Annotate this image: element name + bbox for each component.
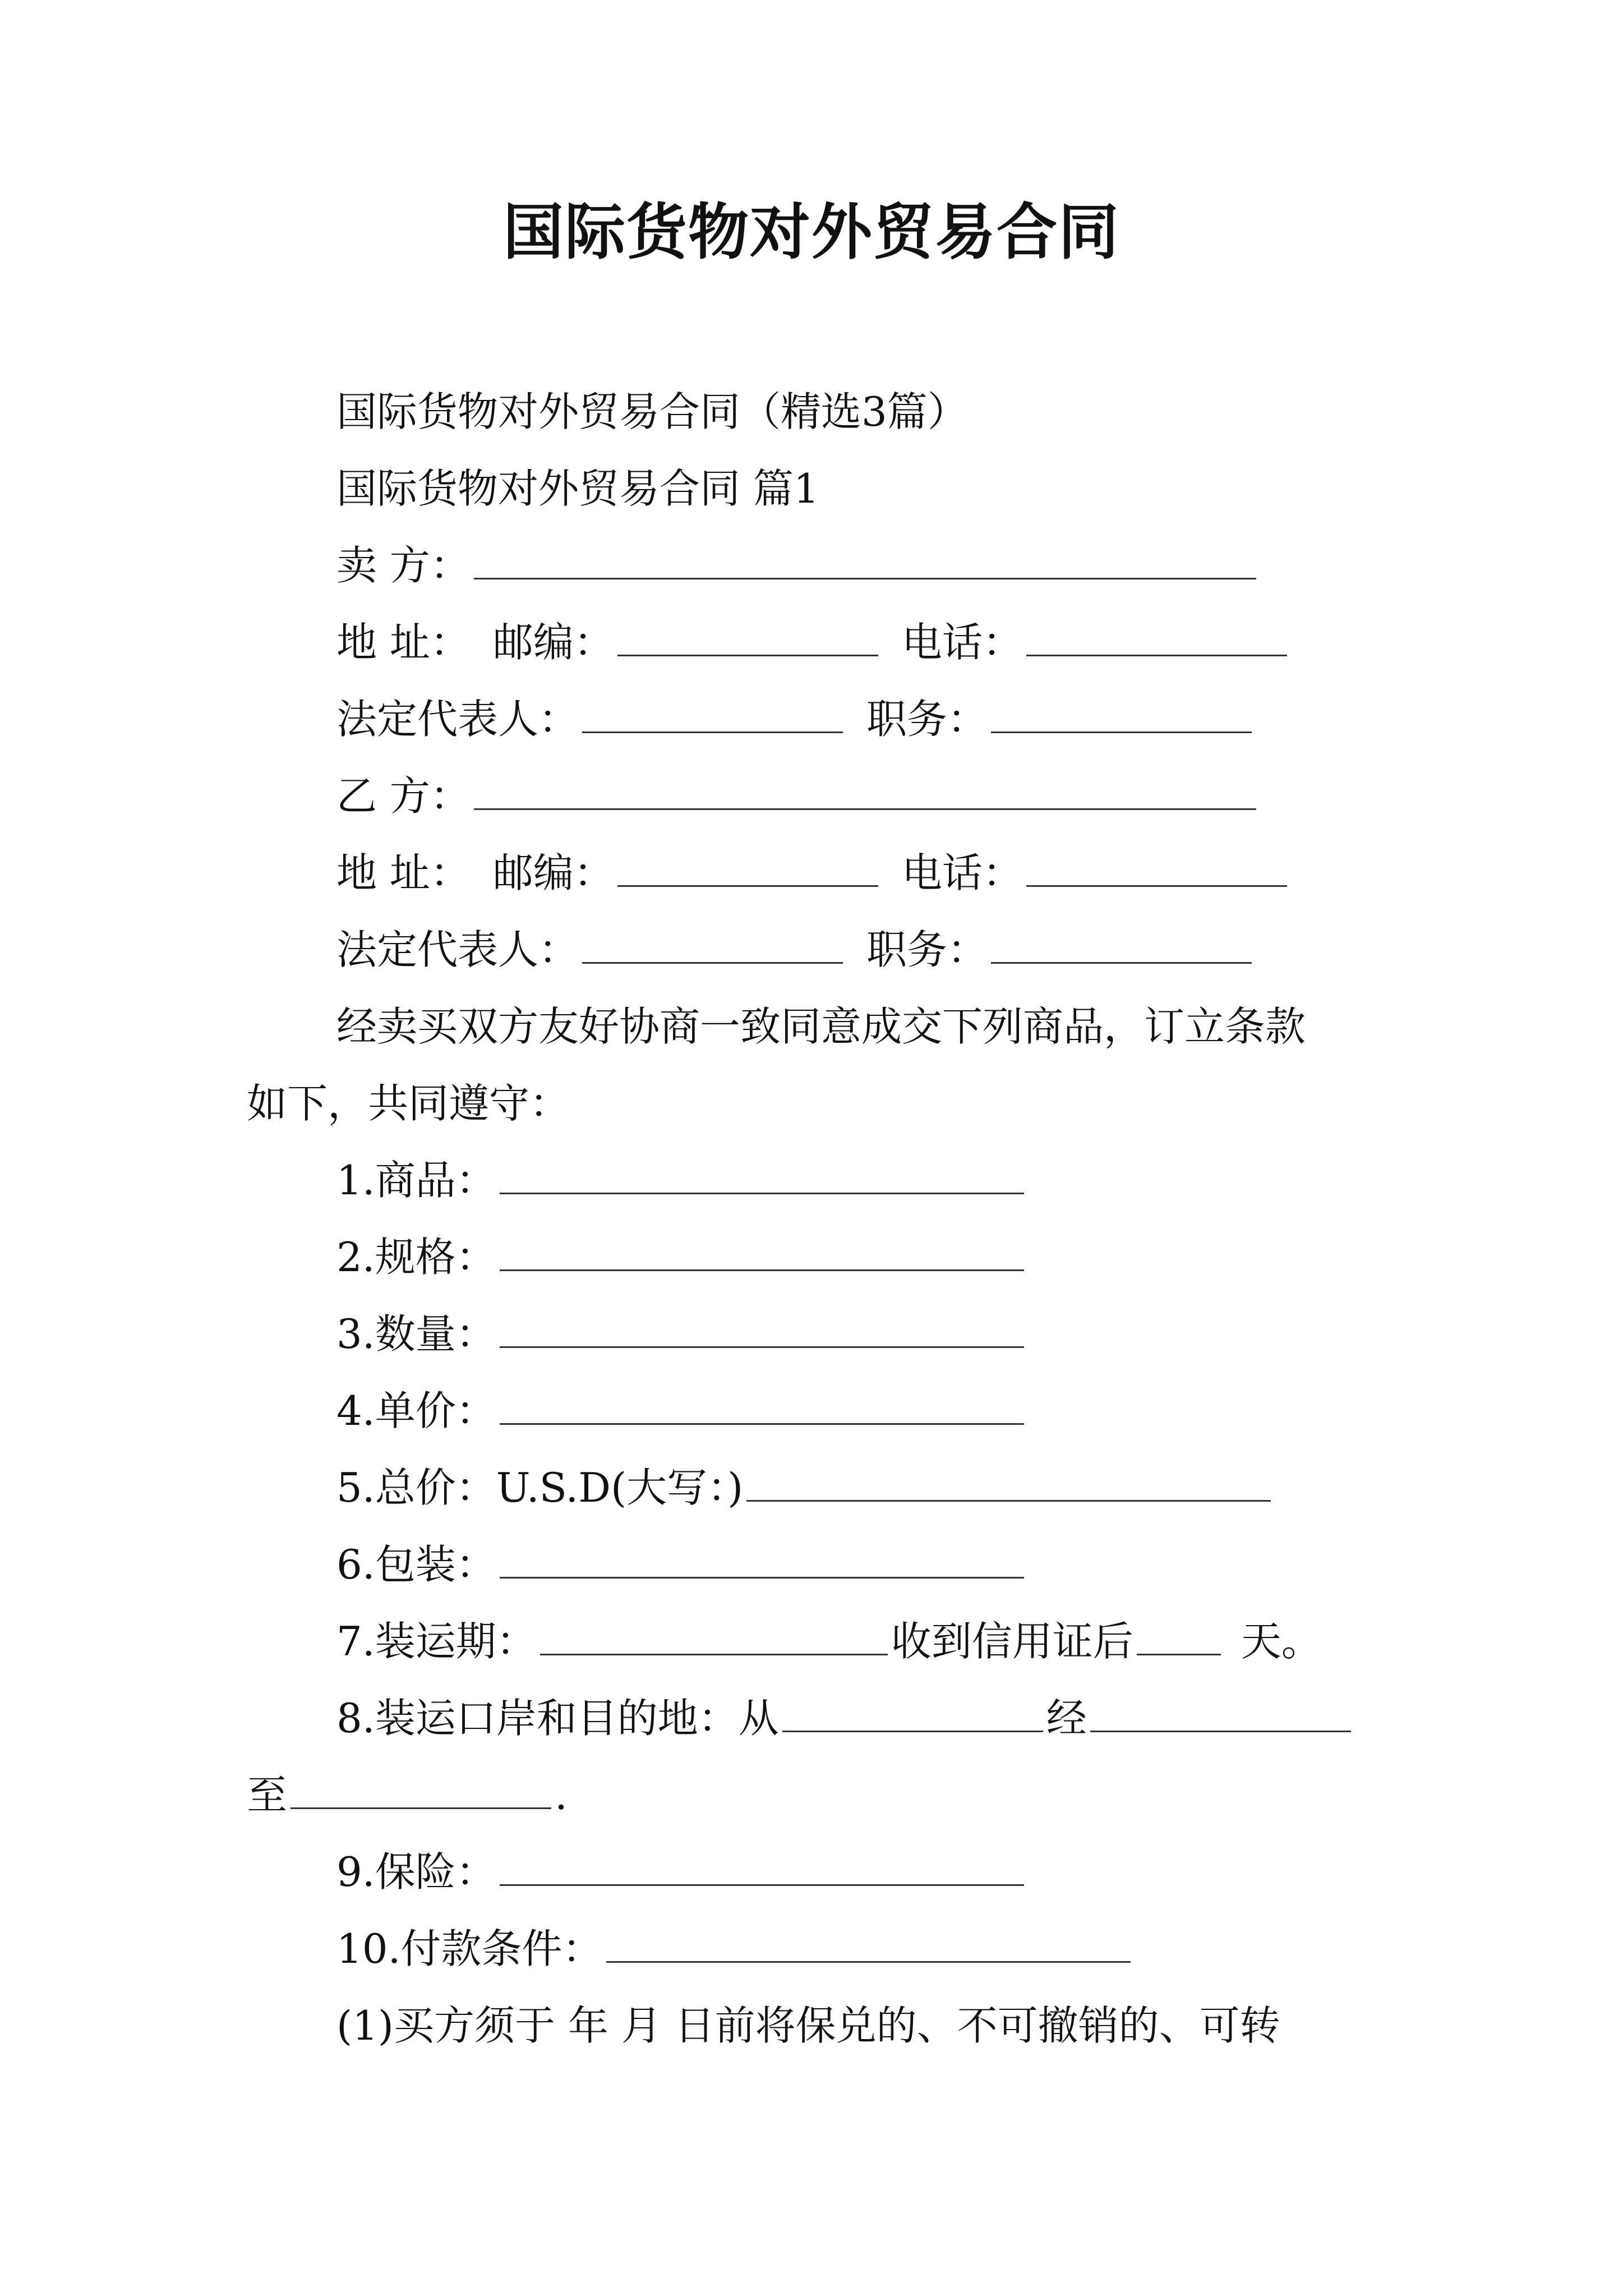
seller-phone-blank[interactable] [1026, 614, 1287, 656]
buyer-address-line [336, 834, 1464, 912]
clause-ports-continued [247, 1756, 1374, 1834]
clause-spec-label: 2.规格： [336, 1234, 496, 1281]
seller-postcode-blank[interactable] [617, 614, 878, 656]
buyer-position-label: 职务： [866, 926, 988, 973]
buyer-address-label: 地 址： [336, 849, 471, 896]
clause-quantity [336, 1295, 1464, 1373]
seller-address-label: 地 址： [336, 619, 471, 666]
clause-goods [336, 1142, 1464, 1219]
quantity-blank[interactable] [500, 1306, 1024, 1348]
seller-position-blank[interactable] [991, 691, 1252, 733]
port-via-blank[interactable] [1090, 1690, 1351, 1732]
clause-insurance-label: 9.保险： [336, 1848, 496, 1895]
clause-quantity-label: 3.数量： [336, 1310, 496, 1358]
seller-rep-blank[interactable] [582, 691, 843, 733]
clause-total-price-label: 5.总价：U.S.D(大写：) [336, 1464, 744, 1511]
buyer-blank[interactable] [474, 768, 1256, 810]
clause-ports-via: 经 [1046, 1695, 1087, 1742]
subtitle: 国际货物对外贸易合同（精选3篇） [336, 388, 968, 435]
seller-postcode-label: 邮编： [492, 619, 614, 666]
buyer-phone-label: 电话： [901, 849, 1023, 896]
seller-label: 卖 方： [336, 542, 471, 589]
clause-unit-price-label: 4.单价： [336, 1387, 496, 1434]
intro-line-1: 经卖买双方友好协商一致同意成交下列商品，订立条款 [336, 1003, 1306, 1050]
payment-terms-line: (1)买方须于 年 月 日前将保兑的、不可撤销的、可转 [336, 2002, 1280, 2049]
clause-goods-label: 1.商品： [336, 1157, 496, 1204]
payment-blank[interactable] [606, 1921, 1131, 1963]
seller-blank[interactable] [474, 537, 1256, 579]
clause-ports [336, 1680, 1464, 1757]
unit-price-blank[interactable] [500, 1383, 1024, 1425]
seller-rep-line [336, 680, 1464, 758]
port-to-blank[interactable] [291, 1767, 551, 1809]
spec-blank[interactable] [500, 1229, 1024, 1271]
seller-phone-label: 电话： [901, 619, 1023, 666]
clause-payment-label: 10.付款条件： [336, 1925, 603, 1972]
total-price-blank[interactable] [746, 1460, 1271, 1502]
seller-line [336, 527, 1464, 604]
buyer-rep-label: 法定代表人： [336, 926, 579, 973]
buyer-postcode-blank[interactable] [617, 845, 878, 887]
clause-packing [336, 1526, 1464, 1603]
seller-position-label: 职务： [866, 696, 988, 743]
shipment-time-blank[interactable] [540, 1613, 888, 1655]
clause-packing-label: 6.包装： [336, 1541, 496, 1588]
packing-blank[interactable] [500, 1536, 1024, 1579]
goods-blank[interactable] [500, 1152, 1024, 1194]
intro-line-2: 如下，共同遵守： [247, 1080, 570, 1127]
insurance-blank[interactable] [500, 1844, 1024, 1886]
buyer-phone-blank[interactable] [1026, 845, 1287, 887]
clause-payment [336, 1910, 1464, 1987]
clause-shipment-time [336, 1603, 1464, 1680]
clause-spec [336, 1218, 1464, 1296]
clause-shipment-end: 天。 [1241, 1618, 1322, 1665]
clause-total-price [336, 1449, 1464, 1526]
buyer-rep-line [336, 911, 1464, 988]
buyer-postcode-label: 邮编： [492, 849, 614, 896]
buyer-position-blank[interactable] [991, 922, 1252, 964]
seller-rep-label: 法定代表人： [336, 696, 579, 743]
page-title: 国际货物对外贸易合同 [502, 197, 1120, 268]
clause-shipment-label: 7.装运期： [336, 1618, 537, 1665]
buyer-label: 乙 方： [336, 772, 471, 820]
clause-insurance [336, 1833, 1464, 1911]
buyer-rep-blank[interactable] [582, 922, 843, 964]
clause-ports-end: . [555, 1772, 568, 1819]
seller-address-line [336, 604, 1464, 681]
clause-unit-price [336, 1372, 1464, 1450]
buyer-line [336, 757, 1464, 835]
section-heading: 国际货物对外贸易合同 篇1 [336, 465, 819, 512]
shipment-days-blank[interactable] [1137, 1613, 1221, 1655]
port-from-blank[interactable] [782, 1690, 1043, 1732]
clause-ports-to: 至 [247, 1772, 288, 1819]
clause-ports-label: 8.装运口岸和目的地：从 [336, 1695, 779, 1742]
clause-shipment-mid: 收到信用证后 [891, 1618, 1133, 1665]
